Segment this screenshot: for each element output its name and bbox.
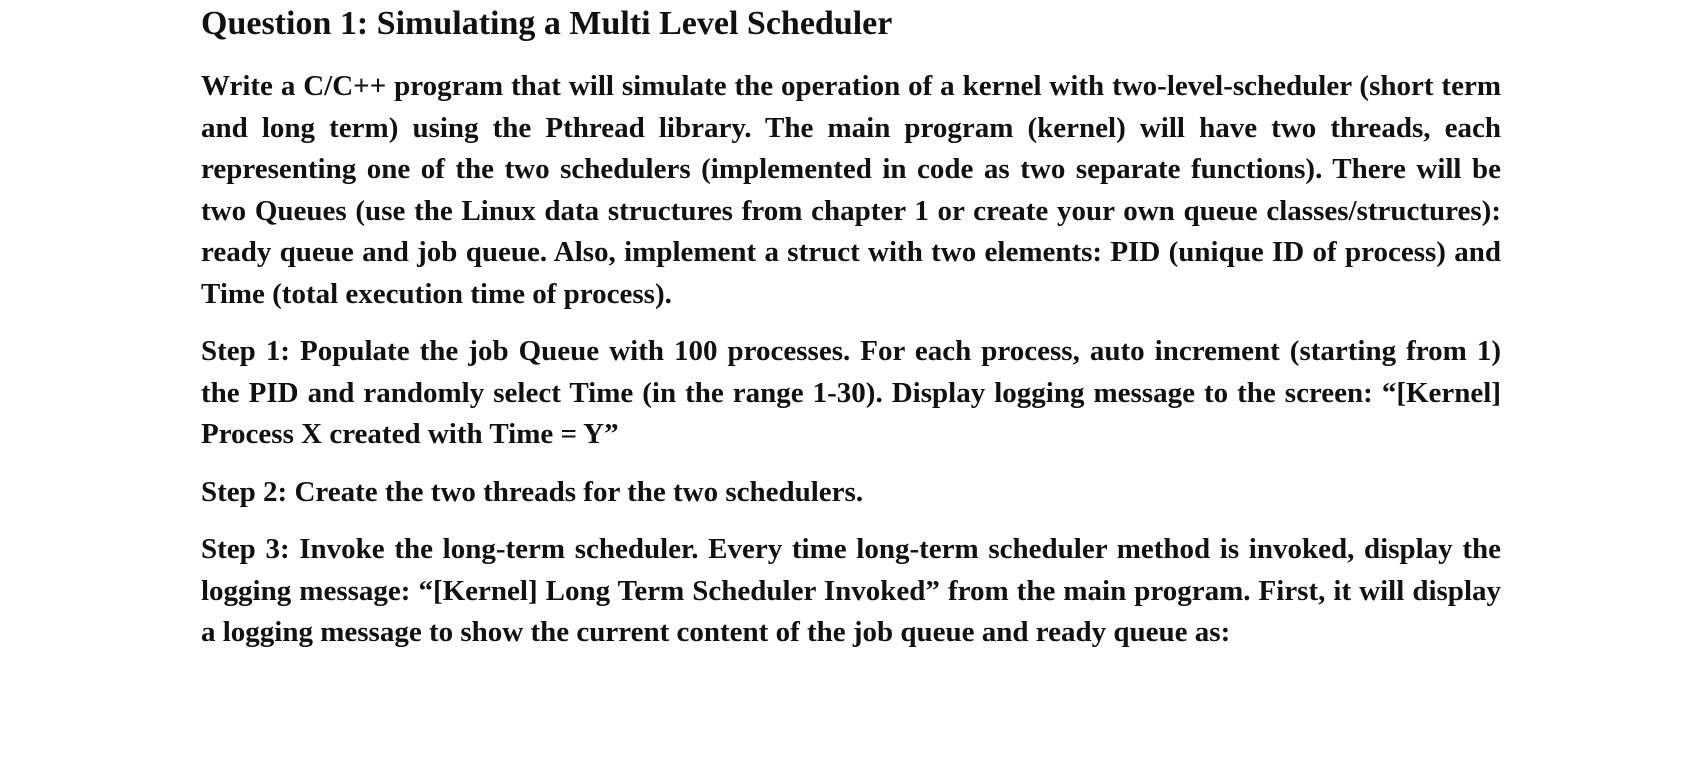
document-page [201,0,1501,654]
step-2-paragraph: Step 2: Create the two threads for the two schedulers. [201,475,864,508]
question-title: Question 1: Simulating a Multi Level Scheduler [201,5,893,42]
step-3-paragraph: Step 3: Invoke the long-term scheduler. Every time long-term scheduler method is invoked, display the logging message: “[Kernel] Long Term Scheduler Invoked” from the main program. First, it will display a logging message to show the current content of the job queue and ready queue as: [201,533,1501,648]
intro-paragraph: Write a C/C++ program that will simulate the operation of a kernel with two-level-scheduler (short term and long term) using the Pthread library. The main program (kernel) will have two threads, each representing one of the two schedulers (implemented in code as two separate functions). There will be two Queues (use the Linux data structures from chapter 1 or create your own queue classes/structures): ready queue and job queue. Also, implement a struct with two elements: PID (unique ID of process) and Time (total execution time of process). [201,70,1501,310]
step-1-paragraph: Step 1: Populate the job Queue with 100 processes. For each process, auto increment (starting from 1) the PID and randomly select Time (in the range 1-30). Display logging message to the screen: “[Kernel] Process X created with Time = Y” [201,335,1501,450]
